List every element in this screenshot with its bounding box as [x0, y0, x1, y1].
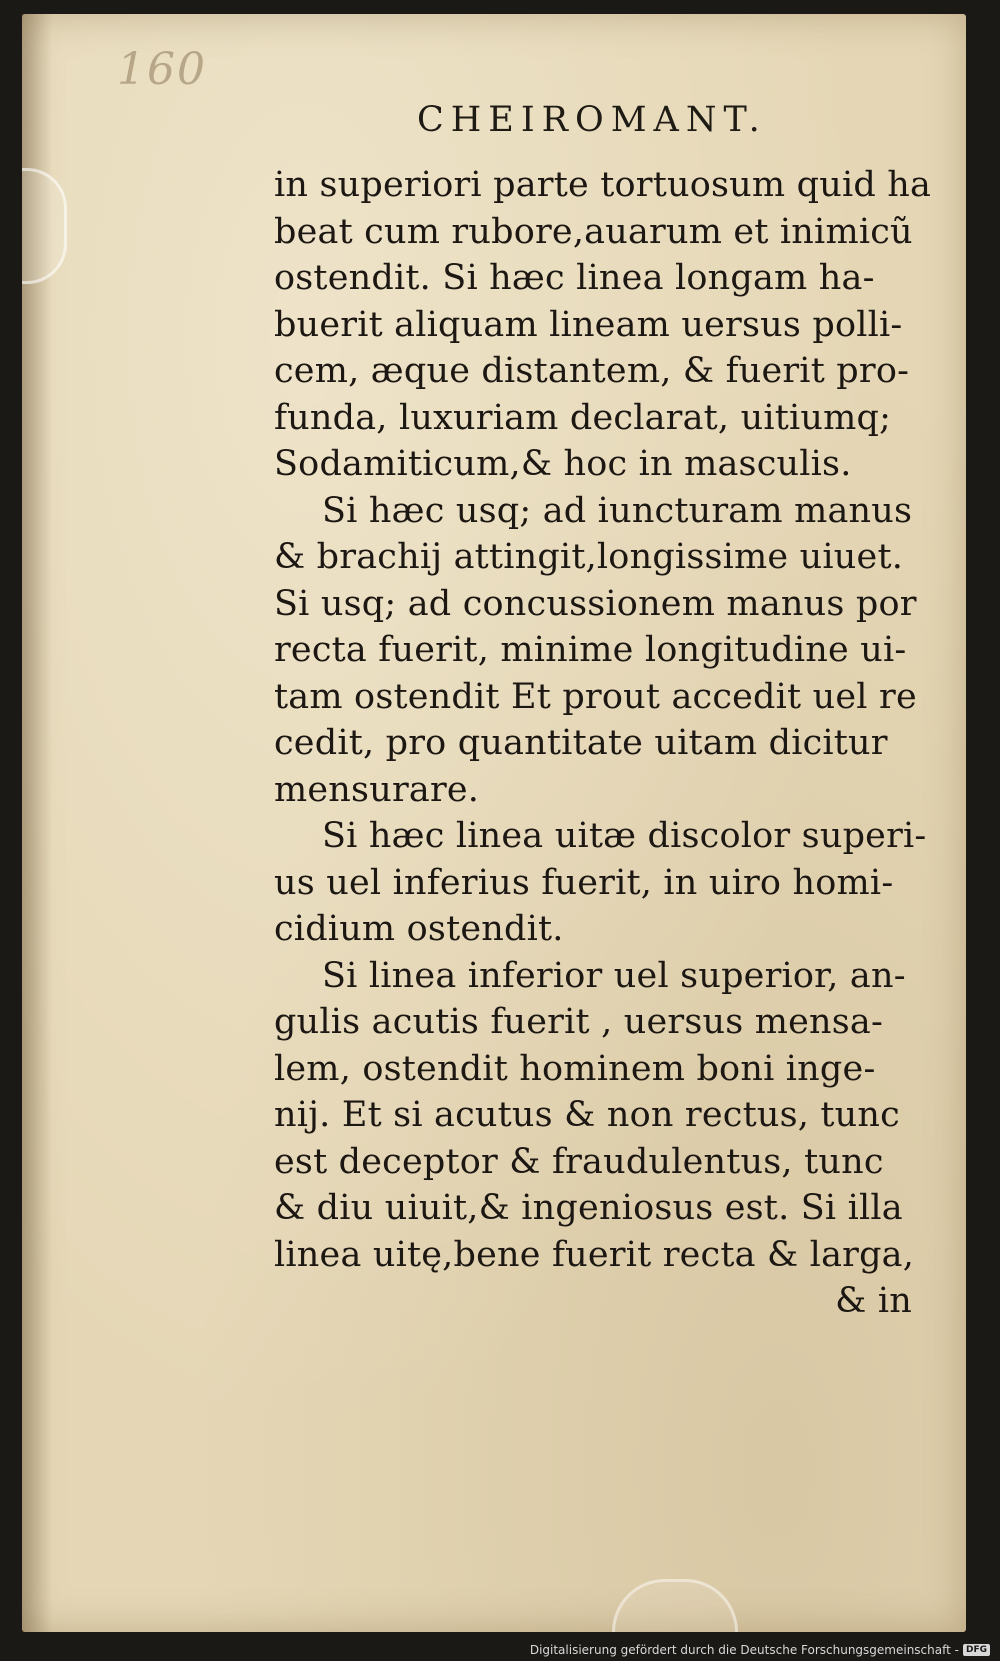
text-line: in superiori parte tortuosum quid ha: [274, 165, 932, 205]
text-line: Sodamiticum,& hoc in masculis.: [274, 444, 852, 484]
text-line: cem, æque distantem, & fuerit pro-: [274, 351, 910, 391]
text-line: nij. Et si acutus & non rectus, tunc: [274, 1095, 900, 1135]
text-line: Si usq; ad concussionem manus por: [274, 583, 917, 624]
text-line: ostendit. Si hæc linea longam ha-: [274, 258, 875, 298]
text-line: funda, luxuriam declarat, uitiumq;: [274, 397, 892, 438]
text-line: us uel inferius fuerit, in uiro homi-: [274, 862, 894, 903]
text-line: recta fuerit, minime longitudine ui-: [274, 630, 907, 670]
text-line: tam ostendit Et prout accedit uel re: [274, 676, 917, 717]
text-line: gulis acutis fuerit , uersus mensa-: [274, 1002, 884, 1042]
running-head: CHEIROMANT.: [417, 100, 767, 140]
text-line: lem, ostendit hominem boni inge-: [274, 1048, 876, 1089]
text-line: cidium ostendit.: [274, 909, 564, 949]
credit-text: Digitalisierung gefördert durch die Deutsche Forschungsgemeinschaft -: [529, 1643, 959, 1657]
text-line: linea uitę,bene fuerit recta & larga,: [274, 1234, 915, 1275]
text-line: & brachij attingit,longissime uiuet.: [274, 537, 904, 577]
text-line: mensurare.: [274, 769, 480, 810]
text-line: est deceptor & fraudulentus, tunc: [274, 1141, 884, 1182]
text-line: Si hæc linea uitæ discolor superi-: [322, 816, 927, 856]
text-line: cedit, pro quantitate uitam dicitur: [274, 723, 888, 763]
text-line: & diu uiuit,& ingeniosus est. Si illa: [274, 1188, 903, 1228]
text-line: beat cum rubore,auarum et inimicũ: [274, 211, 913, 252]
text-block: [274, 162, 964, 1325]
page-clip-left: [22, 168, 67, 284]
digitization-credit: [530, 1643, 990, 1657]
text-line: buerit aliquam lineam uersus polli-: [274, 304, 903, 345]
text-line: Si hæc usq; ad iuncturam manus: [322, 490, 913, 531]
catchword: & in: [835, 1281, 912, 1321]
dfg-logo-icon: DFG: [963, 1644, 990, 1656]
text-line: Si linea inferior uel superior, an-: [322, 955, 906, 996]
folio-number: 160: [117, 44, 207, 95]
page-clip-bottom: [612, 1579, 738, 1632]
book-page: [22, 14, 966, 1632]
